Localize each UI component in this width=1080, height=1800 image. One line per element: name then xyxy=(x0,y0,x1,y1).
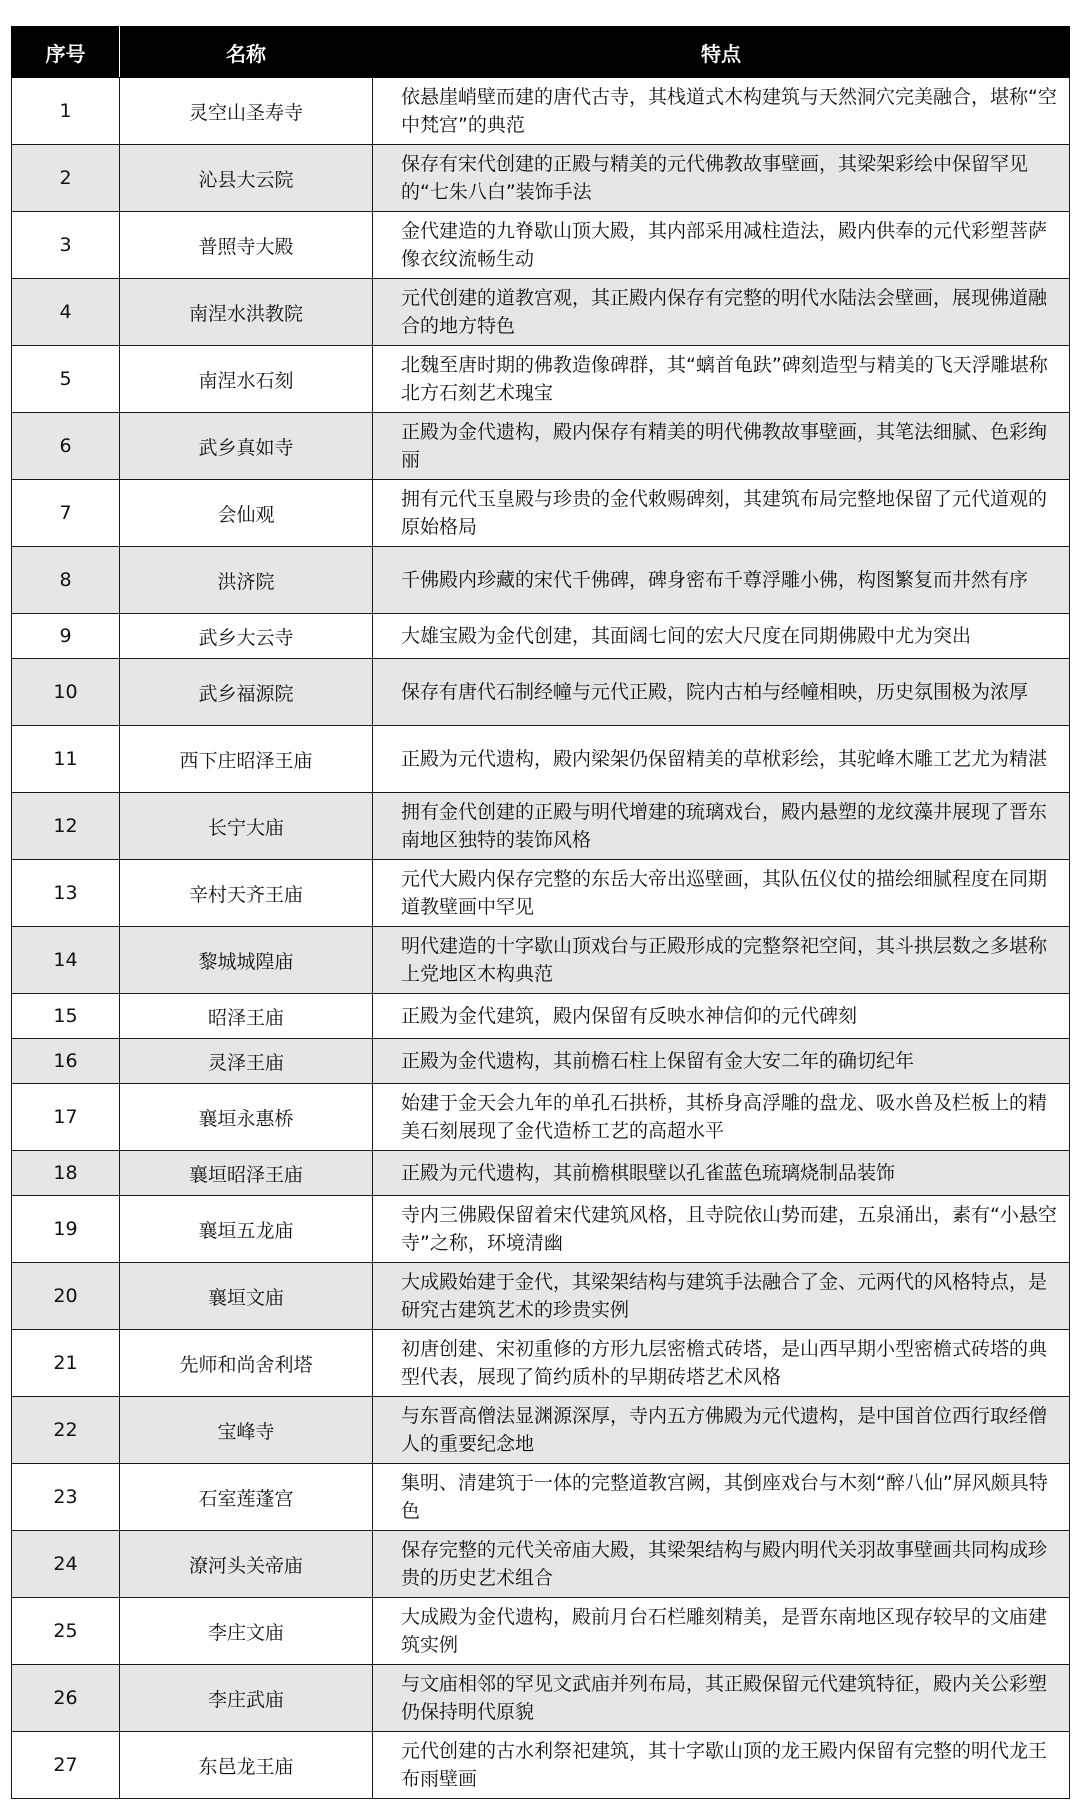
row-features: 明代建造的十字歇山顶戏台与正殿形成的完整祭祀空间，其斗拱层数之多堪称上党地区木构典范 xyxy=(373,927,1070,994)
row-features: 正殿为金代建筑，殿内保留有反映水神信仰的元代碑刻 xyxy=(373,994,1070,1039)
row-features: 拥有元代玉皇殿与珍贵的金代敕赐碑刻，其建筑布局完整地保留了元代道观的原始格局 xyxy=(373,480,1070,547)
row-features: 正殿为元代遗构，其前檐棋眼壁以孔雀蓝色琉璃烧制品装饰 xyxy=(373,1151,1070,1196)
table-row xyxy=(12,1084,1070,1151)
table-body xyxy=(12,78,1070,1799)
row-name: 先师和尚舍利塔 xyxy=(120,1330,373,1397)
table-row xyxy=(12,1397,1070,1464)
row-name: 李庄武庙 xyxy=(120,1665,373,1732)
table-row xyxy=(12,1039,1070,1084)
row-features: 依悬崖峭壁而建的唐代古寺，其栈道式木构建筑与天然洞穴完美融合，堪称“空中梵宫”的典范 xyxy=(373,78,1070,145)
row-number: 24 xyxy=(12,1531,120,1598)
row-name: 武乡大云寺 xyxy=(120,614,373,659)
row-number: 19 xyxy=(12,1196,120,1263)
table-row xyxy=(12,793,1070,860)
row-number: 3 xyxy=(12,212,120,279)
table-row xyxy=(12,726,1070,793)
row-features: 拥有金代创建的正殿与明代增建的琉璃戏台，殿内悬塑的龙纹藻井展现了晋东南地区独特的装饰风格 xyxy=(373,793,1070,860)
row-name: 南涅水石刻 xyxy=(120,346,373,413)
table-row xyxy=(12,1151,1070,1196)
row-features: 初唐创建、宋初重修的方形九层密檐式砖塔，是山西早期小型密檐式砖塔的典型代表，展现了简约质朴的早期砖塔艺术风格 xyxy=(373,1330,1070,1397)
row-features: 北魏至唐时期的佛教造像碑群，其“螭首龟趺”碑刻造型与精美的飞天浮雕堪称北方石刻艺术瑰宝 xyxy=(373,346,1070,413)
row-features: 大成殿为金代遗构，殿前月台石栏雕刻精美，是晋东南地区现存较早的文庙建筑实例 xyxy=(373,1598,1070,1665)
table-row xyxy=(12,279,1070,346)
table-row xyxy=(12,145,1070,212)
row-name: 襄垣昭泽王庙 xyxy=(120,1151,373,1196)
row-number: 11 xyxy=(12,726,120,793)
row-number: 12 xyxy=(12,793,120,860)
table-row xyxy=(12,614,1070,659)
row-number: 22 xyxy=(12,1397,120,1464)
table-row xyxy=(12,1196,1070,1263)
row-number: 1 xyxy=(12,78,120,145)
row-number: 2 xyxy=(12,145,120,212)
table-row xyxy=(12,994,1070,1039)
row-name: 襄垣永惠桥 xyxy=(120,1084,373,1151)
row-features: 寺内三佛殿保留着宋代建筑风格，且寺院依山势而建，五泉涌出，素有“小悬空寺”之称，环境清幽 xyxy=(373,1196,1070,1263)
table-row xyxy=(12,346,1070,413)
row-features: 与文庙相邻的罕见文武庙并列布局，其正殿保留元代建筑特征，殿内关公彩塑仍保持明代原貌 xyxy=(373,1665,1070,1732)
row-features: 保存有唐代石制经幢与元代正殿，院内古柏与经幢相映，历史氛围极为浓厚 xyxy=(373,659,1070,726)
row-name: 灵空山圣寿寺 xyxy=(120,78,373,145)
row-name: 石室莲蓬宫 xyxy=(120,1464,373,1531)
table-row xyxy=(12,927,1070,994)
row-name: 会仙观 xyxy=(120,480,373,547)
table-row xyxy=(12,547,1070,614)
row-name: 宝峰寺 xyxy=(120,1397,373,1464)
row-features: 集明、清建筑于一体的完整道教宫阙，其倒座戏台与木刻“醉八仙”屏风颇具特色 xyxy=(373,1464,1070,1531)
row-number: 14 xyxy=(12,927,120,994)
row-features: 元代大殿内保存完整的东岳大帝出巡壁画，其队伍仪仗的描绘细腻程度在同期道教壁画中罕见 xyxy=(373,860,1070,927)
row-number: 18 xyxy=(12,1151,120,1196)
row-number: 13 xyxy=(12,860,120,927)
row-number: 26 xyxy=(12,1665,120,1732)
row-number: 9 xyxy=(12,614,120,659)
table-row xyxy=(12,860,1070,927)
row-number: 4 xyxy=(12,279,120,346)
heritage-table xyxy=(11,26,1070,1799)
table-row xyxy=(12,659,1070,726)
row-name: 武乡福源院 xyxy=(120,659,373,726)
table-row xyxy=(12,1464,1070,1531)
row-features: 与东晋高僧法显渊源深厚，寺内五方佛殿为元代遗构，是中国首位西行取经僧人的重要纪念地 xyxy=(373,1397,1070,1464)
row-name: 普照寺大殿 xyxy=(120,212,373,279)
table-row xyxy=(12,1531,1070,1598)
row-name: 昭泽王庙 xyxy=(120,994,373,1039)
row-name: 灵泽王庙 xyxy=(120,1039,373,1084)
row-name: 襄垣五龙庙 xyxy=(120,1196,373,1263)
row-features: 元代创建的道教宫观，其正殿内保存有完整的明代水陆法会壁画，展现佛道融合的地方特色 xyxy=(373,279,1070,346)
row-name: 黎城城隍庙 xyxy=(120,927,373,994)
row-features: 始建于金天会九年的单孔石拱桥，其桥身高浮雕的盘龙、吸水兽及栏板上的精美石刻展现了金代造桥工艺的高超水平 xyxy=(373,1084,1070,1151)
row-number: 6 xyxy=(12,413,120,480)
row-name: 李庄文庙 xyxy=(120,1598,373,1665)
row-name: 东邑龙王庙 xyxy=(120,1732,373,1799)
row-features: 元代创建的古水利祭祀建筑，其十字歇山顶的龙王殿内保留有完整的明代龙王布雨壁画 xyxy=(373,1732,1070,1799)
table-row xyxy=(12,1598,1070,1665)
row-features: 保存完整的元代关帝庙大殿，其梁架结构与殿内明代关羽故事壁画共同构成珍贵的历史艺术组合 xyxy=(373,1531,1070,1598)
row-name: 洪济院 xyxy=(120,547,373,614)
row-features: 正殿为金代遗构，其前檐石柱上保留有金大安二年的确切纪年 xyxy=(373,1039,1070,1084)
table-container xyxy=(11,26,1069,1799)
row-features: 大雄宝殿为金代创建，其面阔七间的宏大尺度在同期佛殿中尤为突出 xyxy=(373,614,1070,659)
table-row xyxy=(12,413,1070,480)
row-features: 大成殿始建于金代，其梁架结构与建筑手法融合了金、元两代的风格特点，是研究古建筑艺术的珍贵实例 xyxy=(373,1263,1070,1330)
header-name: 名称 xyxy=(120,27,373,78)
table-row xyxy=(12,78,1070,145)
row-number: 5 xyxy=(12,346,120,413)
row-number: 20 xyxy=(12,1263,120,1330)
row-number: 8 xyxy=(12,547,120,614)
header-row xyxy=(12,27,1070,78)
row-name: 武乡真如寺 xyxy=(120,413,373,480)
row-name: 南涅水洪教院 xyxy=(120,279,373,346)
row-features: 千佛殿内珍藏的宋代千佛碑，碑身密布千尊浮雕小佛，构图繁复而井然有序 xyxy=(373,547,1070,614)
table-row xyxy=(12,1263,1070,1330)
table-row xyxy=(12,480,1070,547)
row-number: 16 xyxy=(12,1039,120,1084)
row-features: 保存有宋代创建的正殿与精美的元代佛教故事壁画，其梁架彩绘中保留罕见的“七朱八白”装饰手法 xyxy=(373,145,1070,212)
row-number: 17 xyxy=(12,1084,120,1151)
row-name: 长宁大庙 xyxy=(120,793,373,860)
row-number: 25 xyxy=(12,1598,120,1665)
row-number: 15 xyxy=(12,994,120,1039)
header-number: 序号 xyxy=(12,27,120,78)
row-number: 27 xyxy=(12,1732,120,1799)
table-row xyxy=(12,1665,1070,1732)
row-number: 21 xyxy=(12,1330,120,1397)
row-features: 金代建造的九脊歇山顶大殿，其内部采用减柱造法，殿内供奉的元代彩塑菩萨像衣纹流畅生动 xyxy=(373,212,1070,279)
row-name: 辛村天齐王庙 xyxy=(120,860,373,927)
table-row xyxy=(12,212,1070,279)
row-number: 23 xyxy=(12,1464,120,1531)
row-name: 襄垣文庙 xyxy=(120,1263,373,1330)
row-name: 沁县大云院 xyxy=(120,145,373,212)
row-number: 7 xyxy=(12,480,120,547)
row-features: 正殿为金代遗构，殿内保存有精美的明代佛教故事壁画，其笔法细腻、色彩绚丽 xyxy=(373,413,1070,480)
row-number: 10 xyxy=(12,659,120,726)
row-name: 西下庄昭泽王庙 xyxy=(120,726,373,793)
row-name: 潦河头关帝庙 xyxy=(120,1531,373,1598)
table-row xyxy=(12,1330,1070,1397)
header-features: 特点 xyxy=(373,27,1070,78)
table-row xyxy=(12,1732,1070,1799)
row-features: 正殿为元代遗构，殿内梁架仍保留精美的草栿彩绘，其驼峰木雕工艺尤为精湛 xyxy=(373,726,1070,793)
